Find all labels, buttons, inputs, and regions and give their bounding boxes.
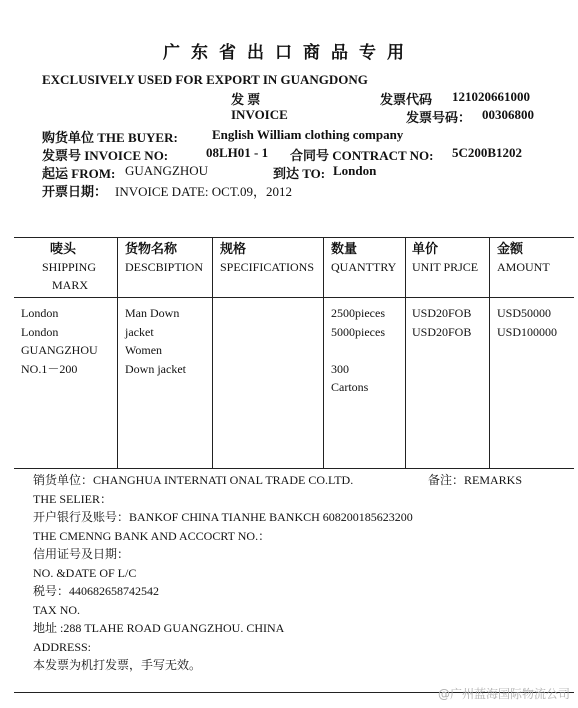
bank-line: 开户银行及账号：BANKOF CHINA TIANHE BANKCH 608200185623200 [33,510,413,524]
seller-section [33,471,413,675]
lc-line: 信用证号及日期： [33,547,130,561]
quantity-line: 2500pieces [331,306,385,320]
mark-line: London [21,306,59,320]
bank-line: THE CMENNG BANK AND ACCOCRT NO.： [33,528,271,543]
table-top-border [14,237,574,238]
remarks-label: 备注：REMARKS [428,473,523,487]
exclusive-line: EXCLUSIVELY USED FOR EXPORT IN GUANGDONG [42,72,368,87]
mark-line: NO.1－200 [21,361,78,376]
header-cn: 单价 [412,241,439,256]
invoice-code-value: 121020661000 [452,89,530,104]
to-label: 到达 TO: [273,166,326,181]
header-cn: 货物名称 [125,241,178,256]
column-divider [323,237,324,468]
header-cn: 唛头 [50,241,77,256]
header-en: UNIT PRJCE [412,260,479,274]
cell-shipping-marks [21,304,98,378]
quantity-spacer [331,341,385,360]
table-bottom-border [14,468,574,469]
column-divider [405,237,406,468]
tax-line: TAX NO. [33,602,81,617]
invoice-code-label: 发票代码 [380,92,433,107]
unit-price-line: USD20FOB [412,324,472,339]
header-cn: 数量 [331,241,358,256]
header-en: AMOUNT [497,260,550,274]
quantity-line: 5000pieces [331,324,385,339]
table-header-divider [14,297,574,298]
mark-line: GUANGZHOU [21,343,98,357]
amount-line: USD100000 [497,324,558,339]
column-divider [212,237,213,468]
column-divider [117,237,118,468]
mark-line: London [21,324,59,339]
tax-line: 税号：440682658742542 [33,584,160,598]
to-value: London [333,163,377,178]
column-divider [489,237,490,468]
header-specifications [220,240,314,276]
invoice-no-value: 08LH01 - 1 [206,145,269,160]
seller-line: 销货单位：CHANGHUA INTERNATI ONAL TRADE CO.LTD. [33,473,354,487]
contract-value: 5C200B1202 [452,145,523,160]
invoice-en-label: INVOICE [231,107,288,122]
quantity-line: Cartons [331,380,369,394]
header-unit-price [412,240,478,276]
header-en2: MARX [52,278,89,292]
invoice-date-label: 开票日期： [42,184,108,199]
lc-line: NO. &DATE OF L/C [33,565,137,580]
header-quantity [331,240,396,276]
header-en: QUANTTRY [331,260,397,274]
header-amount [497,240,550,276]
description-line: Man Down [125,306,180,320]
header-cn: 规格 [220,241,247,256]
cell-amount [497,304,557,341]
header-description [125,240,203,276]
cell-description [125,304,186,378]
contract-label: 合同号 CONTRACT NO: [290,148,434,163]
address-line: 地址 :288 TLAHE ROAD GUANGZHOU. CHINA [33,621,285,635]
invoice-date-value: INVOICE DATE: OCT.09，2012 [115,184,293,199]
invoice-no-label: 发票号 INVOICE NO: [42,148,169,163]
description-line: Women [125,343,163,357]
description-line: jacket [125,324,154,339]
description-line: Down jacket [125,361,186,376]
buyer-label: 购货单位 THE BUYER: [42,130,178,145]
invoice-number-value: 00306800 [482,107,534,122]
from-label: 起运 FROM: [42,166,116,181]
invoice-cn-label: 发 票 [231,92,261,107]
buyer-value: English William clothing company [212,127,404,142]
from-value: GUANGZHOU [125,163,209,178]
header-shipping-marks [42,240,96,294]
notice-line: 本发票为机打发票，手写无效。 [33,658,202,672]
watermark-text: @广州蓝海国际物流公司 [437,687,570,701]
document-title: 广东省出口商品专用 [163,43,415,62]
header-en: SHIPPING [42,260,97,274]
address-line: ADDRESS: [33,639,92,654]
seller-line: THE SELIER： [33,491,112,506]
header-en: DESCBIPTION [125,260,204,274]
quantity-line: 300 [331,361,349,376]
cell-unit-price [412,304,471,341]
amount-line: USD50000 [497,306,552,320]
cell-quantity [331,304,385,397]
invoice-number-label: 发票号码： [406,110,472,125]
unit-price-line: USD20FOB [412,306,472,320]
header-en: SPECIFICATIONS [220,260,315,274]
header-cn: 金额 [497,241,524,256]
